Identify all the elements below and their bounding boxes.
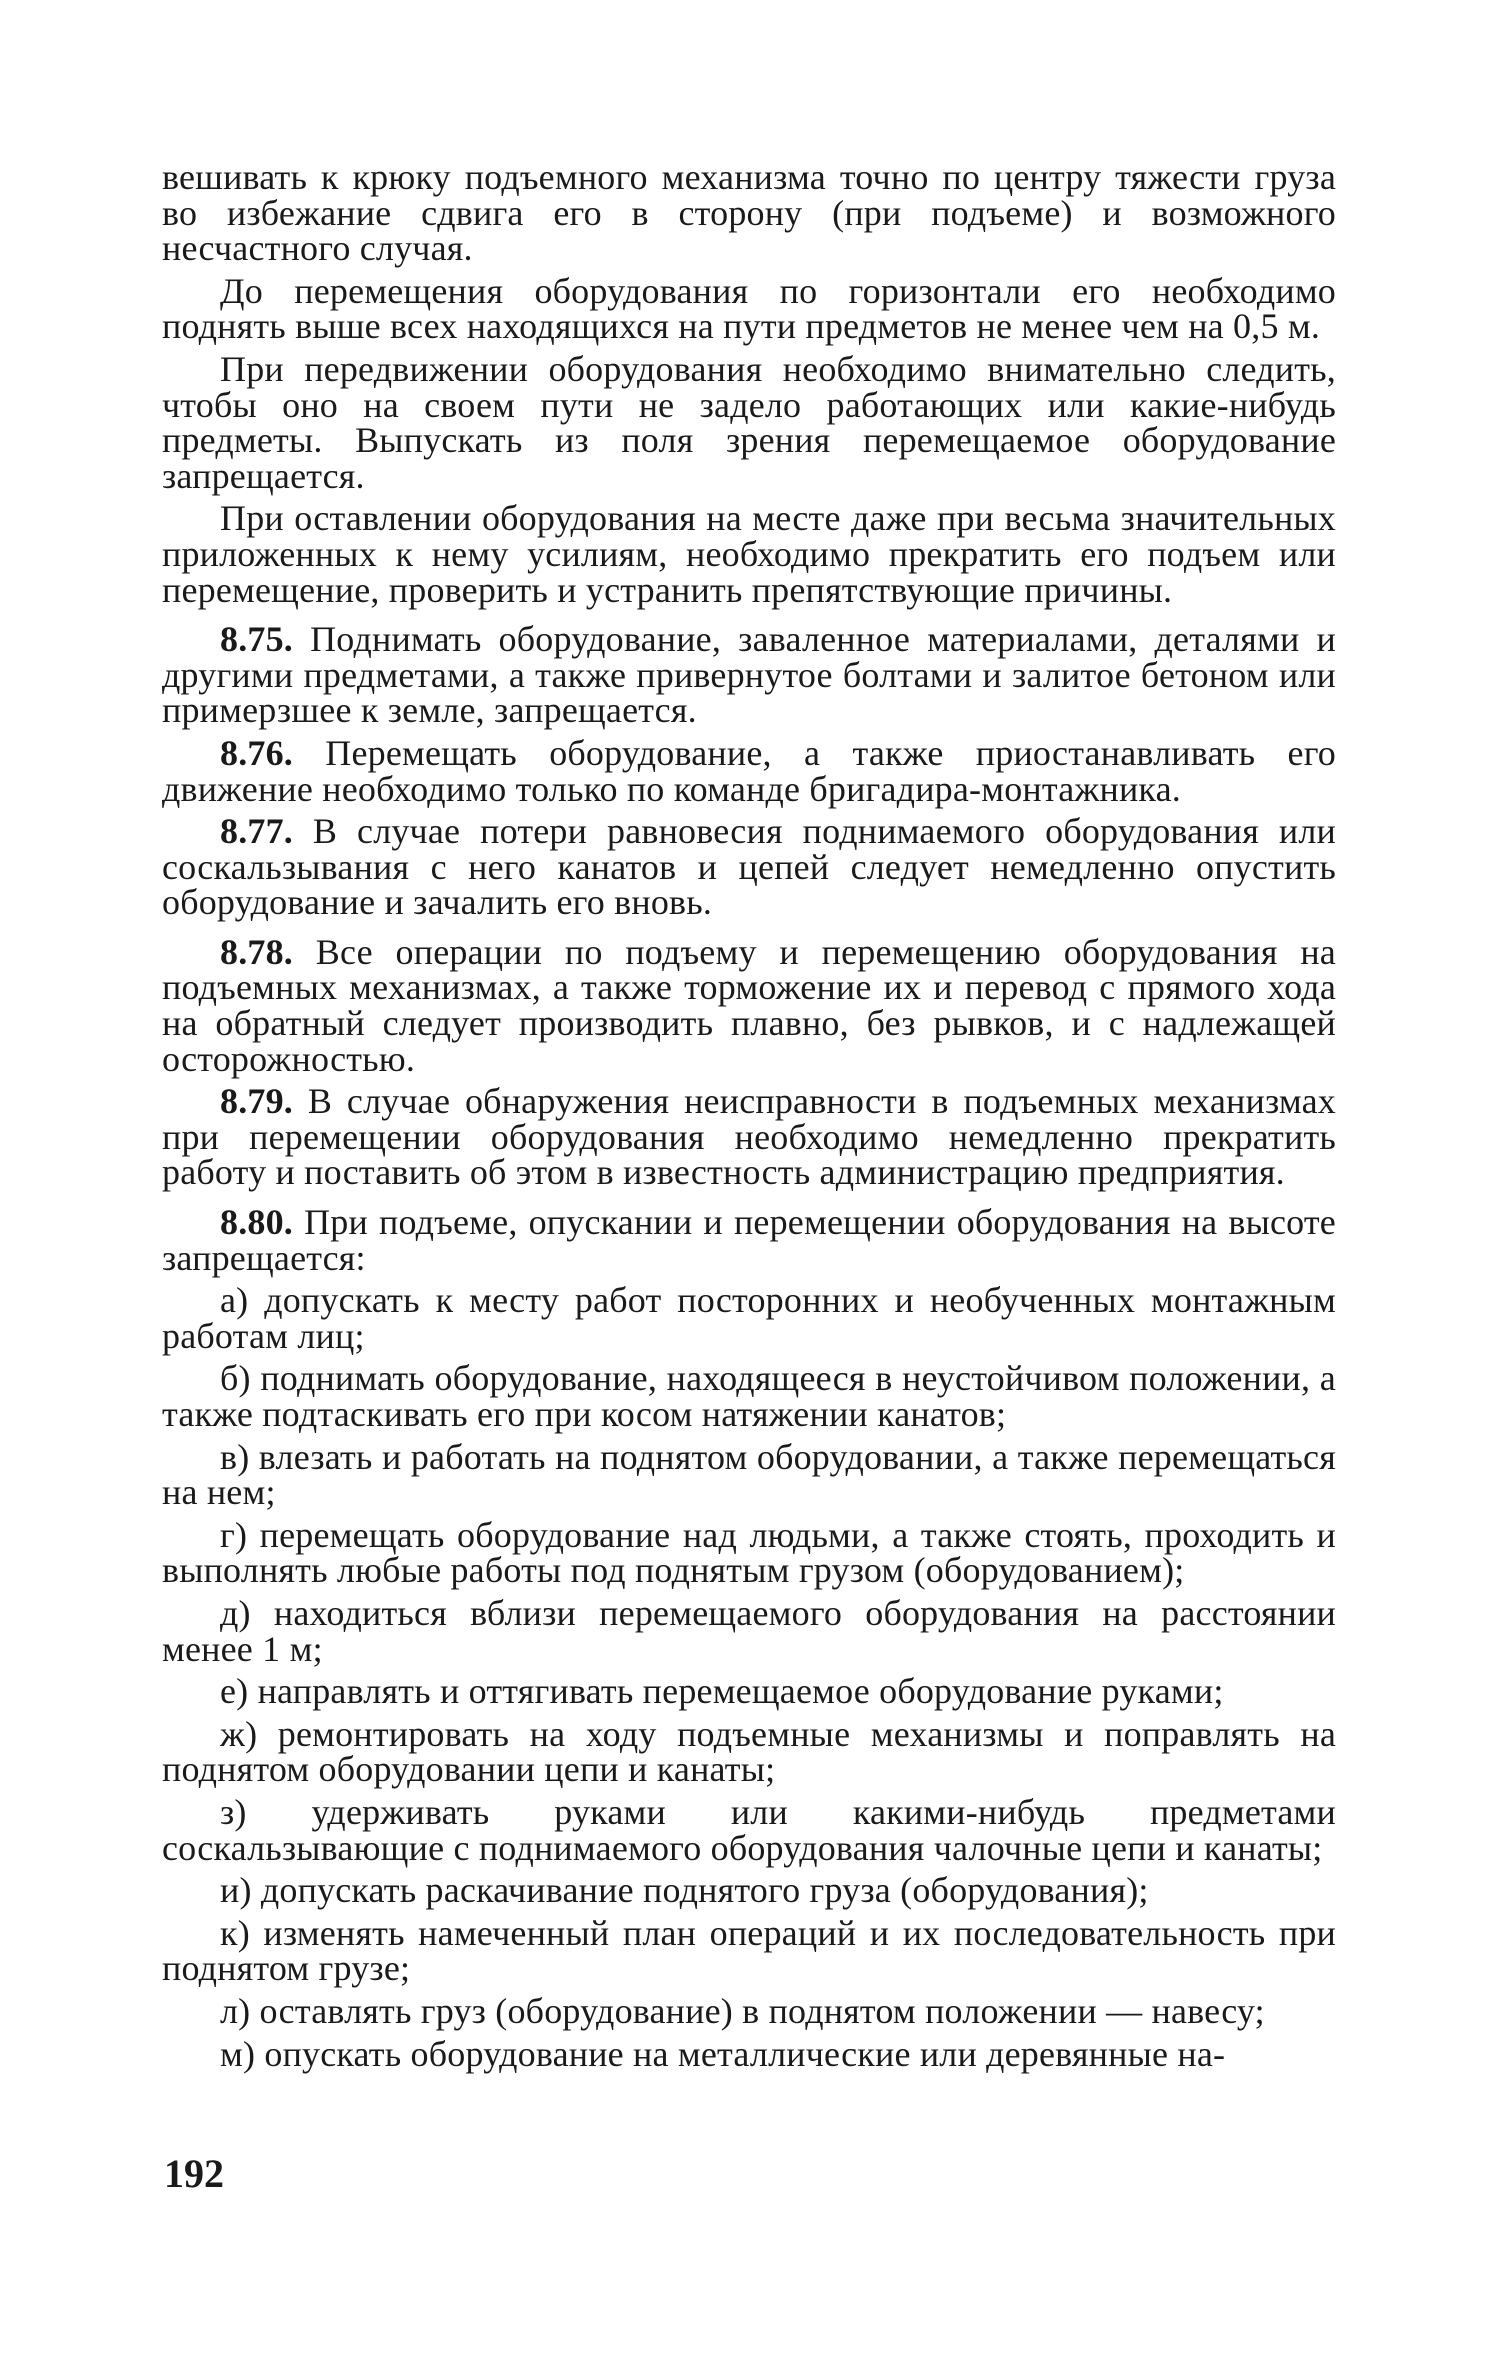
list-item-e: е) направлять и оттягивать перемещаемое оборудование руками; <box>220 1671 1224 1712</box>
list-item-i: и) допускать раскачивание поднятого груза (оборудования); <box>220 1870 1149 1911</box>
list-item-v: в) влезать и работать на поднятом оборудовании, а также перемещаться на нем; <box>162 1436 1336 1513</box>
list-item-zh: ж) ремонтировать на ходу подъемные механизмы и поправлять на поднятом оборудовании цепи и канаты; <box>162 1713 1336 1790</box>
clause-text: Все операции по подъему и перемещению оборудования на подъемных механизмах, а также торможение их и перевод с прямого хода на обратный следует производить плавно, без рывков, и с надлежащей осторожностью. <box>162 931 1336 1079</box>
list-item-a: а) допускать к месту работ посторонних и необученных монтажным работам лиц; <box>162 1280 1336 1356</box>
clause-number: 8.78. <box>220 931 293 972</box>
paragraph-continued: вешивать к крюку подъемного механизма точно по центру тяжести груза во избежание сдвига его в сторону (при подъеме) и возможного несчастного случая. <box>162 157 1336 269</box>
clause-number: 8.77. <box>220 811 293 852</box>
list-item-l: л) оставлять груз (оборудование) в поднятом положении — навесу; <box>220 1990 1265 2031</box>
clause-8-75 <box>162 619 1336 731</box>
clause-number: 8.80. <box>220 1202 293 1243</box>
list-item-d: д) находиться вблизи перемещаемого оборудования на расстоянии менее 1 м; <box>162 1592 1336 1669</box>
clause-number: 8.76. <box>220 732 293 773</box>
paragraph-stuck-equipment: При оставлении оборудования на месте даже при весьма значительных приложенных к нему усилиям, необходимо прекратить его подъем или перемещение, проверить и устранить препятствующие причины. <box>162 498 1336 610</box>
list-item-m: м) опускать оборудование на металлические или деревянные на- <box>220 2033 1226 2074</box>
clause-number: 8.75. <box>220 619 293 660</box>
clause-8-78 <box>162 931 1336 1079</box>
clause-text: Перемещать оборудование, а также приостанавливать его движение необходимо только по команде бригадира-монтажника. <box>162 732 1336 809</box>
clause-text: В случае потери равновесия поднимаемого оборудования или соскальзывания с него канатов и цепей следует немедленно опустить оборудование и зачалить его вновь. <box>162 811 1337 923</box>
clause-8-79 <box>162 1081 1337 1193</box>
clause-8-77 <box>162 811 1337 923</box>
list-item-z: з) удерживать руками или какими-нибудь предметами соскальзывающие с поднимаемого оборудования чалочные цепи и канаты; <box>162 1791 1336 1868</box>
clause-number: 8.79. <box>220 1081 293 1122</box>
list-item-k: к) изменять намеченный план операций и их последовательность при поднятом грузе; <box>162 1912 1336 1989</box>
paragraph-lifting-height: До перемещения оборудования по горизонтали его необходимо поднять выше всех находящихся на пути предметов не менее чем на 0,5 м. <box>162 270 1336 347</box>
page-number: 192 <box>164 2151 224 2196</box>
paragraph-movement-watch: При передвижении оборудования необходимо внимательно следить, чтобы оно на своем пути не задело работающих или какие-нибудь предметы. Выпускать из поля зрения перемещаемое оборудование запрещается. <box>162 348 1336 496</box>
list-item-b: б) поднимать оборудование, находящееся в неустойчивом положении, а также подтаскивать его при косом натяжении канатов; <box>162 1358 1336 1434</box>
clause-8-80 <box>162 1202 1336 1278</box>
page-body <box>162 157 1337 2079</box>
clause-text: При подъеме, опускании и перемещении оборудования на высоте запрещается: <box>162 1202 1336 1278</box>
clause-8-76 <box>162 732 1336 809</box>
clause-text: В случае обнаружения неисправности в подъемных механизмах при перемещении оборудования необходимо немедленно прекратить работу и поставить об этом в известность администрацию предприятия. <box>162 1081 1337 1193</box>
list-item-g: г) перемещать оборудование над людьми, а также стоять, проходить и выполнять любые работы под поднятым грузом (оборудованием); <box>162 1514 1336 1591</box>
clause-text: Поднимать оборудование, заваленное материалами, деталями и другими предметами, а также привернутое болтами и залитое бетоном или примерзшее к земле, запрещается. <box>162 619 1336 731</box>
